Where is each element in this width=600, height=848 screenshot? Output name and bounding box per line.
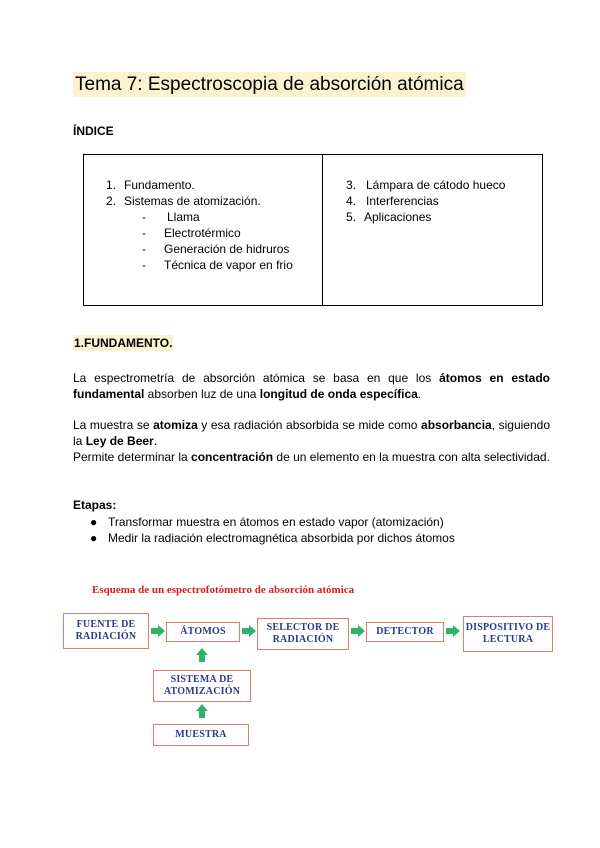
index-divider [322, 155, 323, 305]
etapas-list [90, 514, 455, 546]
arrow-right-icon [351, 625, 365, 637]
page-title: Tema 7: Espectroscopia de absorción atómica [75, 74, 464, 95]
index-right-column [346, 177, 505, 225]
index-item: 1. Fundamento. [106, 178, 195, 192]
box-muestra: MUESTRA [153, 724, 249, 746]
index-subitem: - Electrotérmico [142, 226, 241, 240]
paragraph-1: La espectrometría de absorción atómica se basa en que los átomos en estado fundamental absorben luz de una longitud de onda específica. [73, 371, 550, 401]
index-subitem: - Técnica de vapor en frio [142, 258, 293, 272]
bullet-icon: ● [90, 515, 98, 529]
bullet-icon: ● [90, 531, 98, 545]
index-subitem: - Llama [142, 210, 200, 224]
box-sistema: SISTEMA DE ATOMIZACIÓN [153, 670, 251, 702]
arrow-right-icon [446, 625, 460, 637]
index-subitem: - Generación de hidruros [142, 242, 290, 256]
index-left-column [106, 177, 293, 273]
paragraph-2: La muestra se atomiza y esa radiación absorbida se mide como absorbancia, siguiendo la Ley de Beer. [73, 418, 551, 448]
arrow-up-icon [196, 648, 208, 662]
index-table [83, 154, 543, 306]
box-dispositivo: DISPOSITIVO DE LECTURA [463, 616, 553, 652]
section-heading-fundamento: 1.FUNDAMENTO. [74, 336, 173, 350]
list-item: ● Medir la radiación electromagnética absorbida por dichos átomos [90, 531, 455, 545]
box-selector: SELECTOR DE RADIACIÓN [257, 618, 349, 650]
box-detector: DETECTOR [366, 622, 444, 642]
etapas-heading: Etapas: [73, 498, 117, 512]
index-heading: ÍNDICE [73, 124, 114, 138]
index-item: 4. Interferencias [346, 194, 439, 208]
index-item: 3. Lámpara de cátodo hueco [346, 178, 506, 192]
list-item: ● Transformar muestra en átomos en estado vapor (atomización) [90, 515, 444, 529]
index-item: 2. Sistemas de atomización. [106, 194, 261, 208]
box-atomos: ÁTOMOS [166, 622, 240, 642]
arrow-right-icon [242, 625, 256, 637]
box-fuente: FUENTE DE RADIACIÓN [63, 613, 149, 649]
diagram-title: Esquema de un espectrofotómetro de absorción atómica [92, 584, 355, 596]
index-item: 5. Aplicaciones [346, 210, 432, 224]
arrow-right-icon [151, 625, 165, 637]
paragraph-3: Permite determinar la concentración de un elemento en la muestra con alta selectividad. [73, 450, 550, 464]
arrow-up-icon [196, 704, 208, 718]
